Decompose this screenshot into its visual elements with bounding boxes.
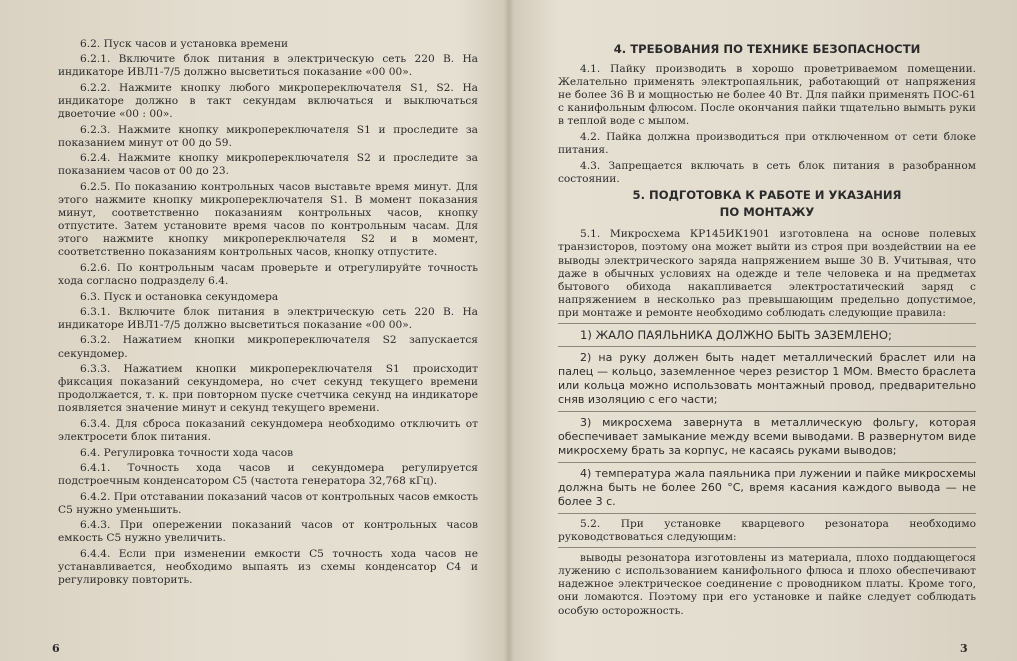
left-page-paragraph: 6.3. Пуск и остановка секундомера — [80, 290, 279, 303]
safety-paragraph: 4.3. Запрещается включать в сеть блок питания в разобранном состоянии. — [558, 159, 976, 185]
rule-2: 2) на руку должен быть надет металлический браслет или на палец — кольцо, заземленное через резистор 1 МОм. Вместо браслета или кольца можно использовать монтажный провод, предварительно сняв изоляцию с его части; — [558, 351, 976, 406]
divider — [558, 513, 976, 514]
page-fold — [504, 0, 514, 661]
safety-section — [558, 63, 976, 186]
left-page-paragraph: 6.4.1. Точность хода часов и секундомера регулируется подстроечным конденсатором С5 (частота генератора 32,768 кГц). — [58, 461, 478, 487]
left-page-paragraph: 6.4.3. При опережении показаний часов от контрольных часов емкость С5 нужно увеличить. — [58, 519, 478, 545]
left-page-paragraph: 6.2.6. По контрольным часам проверьте и отрегулируйте точность хода согласно подразделу 6.4. — [58, 262, 478, 288]
left-page-paragraph: 6.3.2. Нажатием кнопки микропереключателя S2 запускается секундомер. — [58, 334, 478, 360]
left-page-paragraph: 6.3.4. Для сброса показаний секундомера необходимо отключить от электросети блок питания. — [58, 418, 478, 444]
left-page-paragraph: 6.4. Регулировка точности хода часов — [80, 446, 294, 459]
left-page-paragraph: 6.3.3. Нажатием кнопки микропереключателя S1 происходит фиксация показаний секундомера, но счет секунд текущего времени продолжается, т. к. при повторном пуске счетчика секунд на индикаторе появляется значение минут и секунд текущего времени. — [58, 363, 478, 415]
section-heading-prep: 5. ПОДГОТОВКА К РАБОТЕ И УКАЗАНИЯ — [632, 188, 902, 203]
page-number-left: 6 — [52, 642, 60, 655]
left-page — [58, 38, 478, 590]
paragraph-5-2: 5.2. При установке кварцевого резонатора необходимо руководствоваться следующим: — [558, 518, 976, 544]
divider — [558, 346, 976, 347]
left-page-paragraph: 6.4.4. Если при изменении емкости С5 точность хода часов не устанавливается, необходимо выпаять из схемы конденсатор С4 и регулировку повторить. — [58, 547, 478, 587]
left-page-paragraph: 6.3.1. Включите блок питания в электрическую сеть 220 В. На индикаторе ИВЛ1-7/5 должно высветиться показание «00 00». — [58, 305, 478, 331]
rule-3: 3) микросхема завернута в металлическую фольгу, которая обеспечивает замыкание между всеми выводами. В развернутом виде микросхему брать за корпус, не касаясь руками выводов; — [558, 416, 976, 457]
divider — [558, 411, 976, 412]
safety-paragraph: 4.1. Пайку производить в хорошо проветриваемом помещении. Желательно применять электропаяльник, работающий от напряжения не более 36 В и мощностью не более 40 Вт. Для пайки применять ПОС-61 с канифольным флюсом. После окончания пайки тщательно вымыть руки в теплой воде с мылом. — [558, 63, 977, 128]
divider — [558, 462, 976, 463]
divider — [558, 547, 976, 548]
resonator-note: выводы резонатора изготовлены из материала, плохо поддающегося лужению с использованием канифольного флюса и плохо обеспечивают надежное электрическое соединение с проводником платы. Кроме того, они ломаются. Поэтому при его установке и пайке следует соблюдать особую осторожность. — [558, 552, 976, 617]
rule-1: 1) ЖАЛО ПАЯЛЬНИКА ДОЛЖНО БЫТЬ ЗАЗЕМЛЕНО; — [580, 328, 892, 342]
safety-paragraph: 4.2. Пайка должна производиться при отключенном от сети блоке питания. — [558, 130, 976, 157]
paragraph-5-1: 5.1. Микросхема КР145ИК1901 изготовлена на основе полевых транзисторов, поэтому она может выйти из строя при воздействии на ее выводы электрического заряда напряжением выше 30 В. Учитывая, что даже в обычных условиях на одежде и теле человека и на предметах бытового обихода накапливается электростатический заряд с напряжением в несколько раз превышающим предельно допустимое, при монтаже и ремонте необходимо соблюдать следующие правила: — [558, 228, 976, 319]
left-page-paragraph: 6.4.2. При отставании показаний часов от контрольных часов емкость С5 нужно уменьшить. — [58, 490, 478, 516]
left-page-paragraph: 6.2.2. Нажмите кнопку любого микропереключателя S1, S2. На индикаторе должно в такт секундам включаться и выключаться двоеточие «00 : 00». — [58, 81, 478, 120]
section-heading-prep-line2: ПО МОНТАЖУ — [719, 205, 815, 220]
left-page-paragraph: 6.2. Пуск часов и установка времени — [80, 38, 289, 50]
left-page-paragraph: 6.2.3. Нажмите кнопку микропереключателя S1 и проследите за показанием минут от 00 до 59. — [58, 123, 478, 149]
left-page-paragraph: 6.2.5. По показанию контрольных часов выставьте время минут. Для этого нажмите кнопку микропереключателя S1. В момент показания минут, соответственно показаниям контрольных часов, кнопку отпустите. Затем установите время часов по контрольным часам. Для этого нажмите кнопку микропереключателя S2 и в момент, соответственно показаниям контрольных часов, кнопку отпустите. — [58, 180, 478, 259]
section-heading-safety: 4. ТРЕБОВАНИЯ ПО ТЕХНИКЕ БЕЗОПАСНОСТИ — [613, 42, 921, 56]
right-page — [558, 38, 976, 620]
rule-4: 4) температура жала паяльника при лужении и пайке микросхемы должна быть не более 260 °С, время касания каждого вывода — не более 3 с. — [558, 467, 976, 508]
left-page-paragraph: 6.2.4. Нажмите кнопку микропереключателя S2 и проследите за показанием часов от 00 до 23. — [58, 152, 478, 178]
left-page-paragraph: 6.2.1. Включите блок питания в электрическую сеть 220 В. На индикаторе ИВЛ1-7/5 должно высветиться показание «00 00». — [58, 53, 478, 79]
page-number-right: 3 — [960, 642, 968, 655]
divider — [558, 323, 976, 324]
